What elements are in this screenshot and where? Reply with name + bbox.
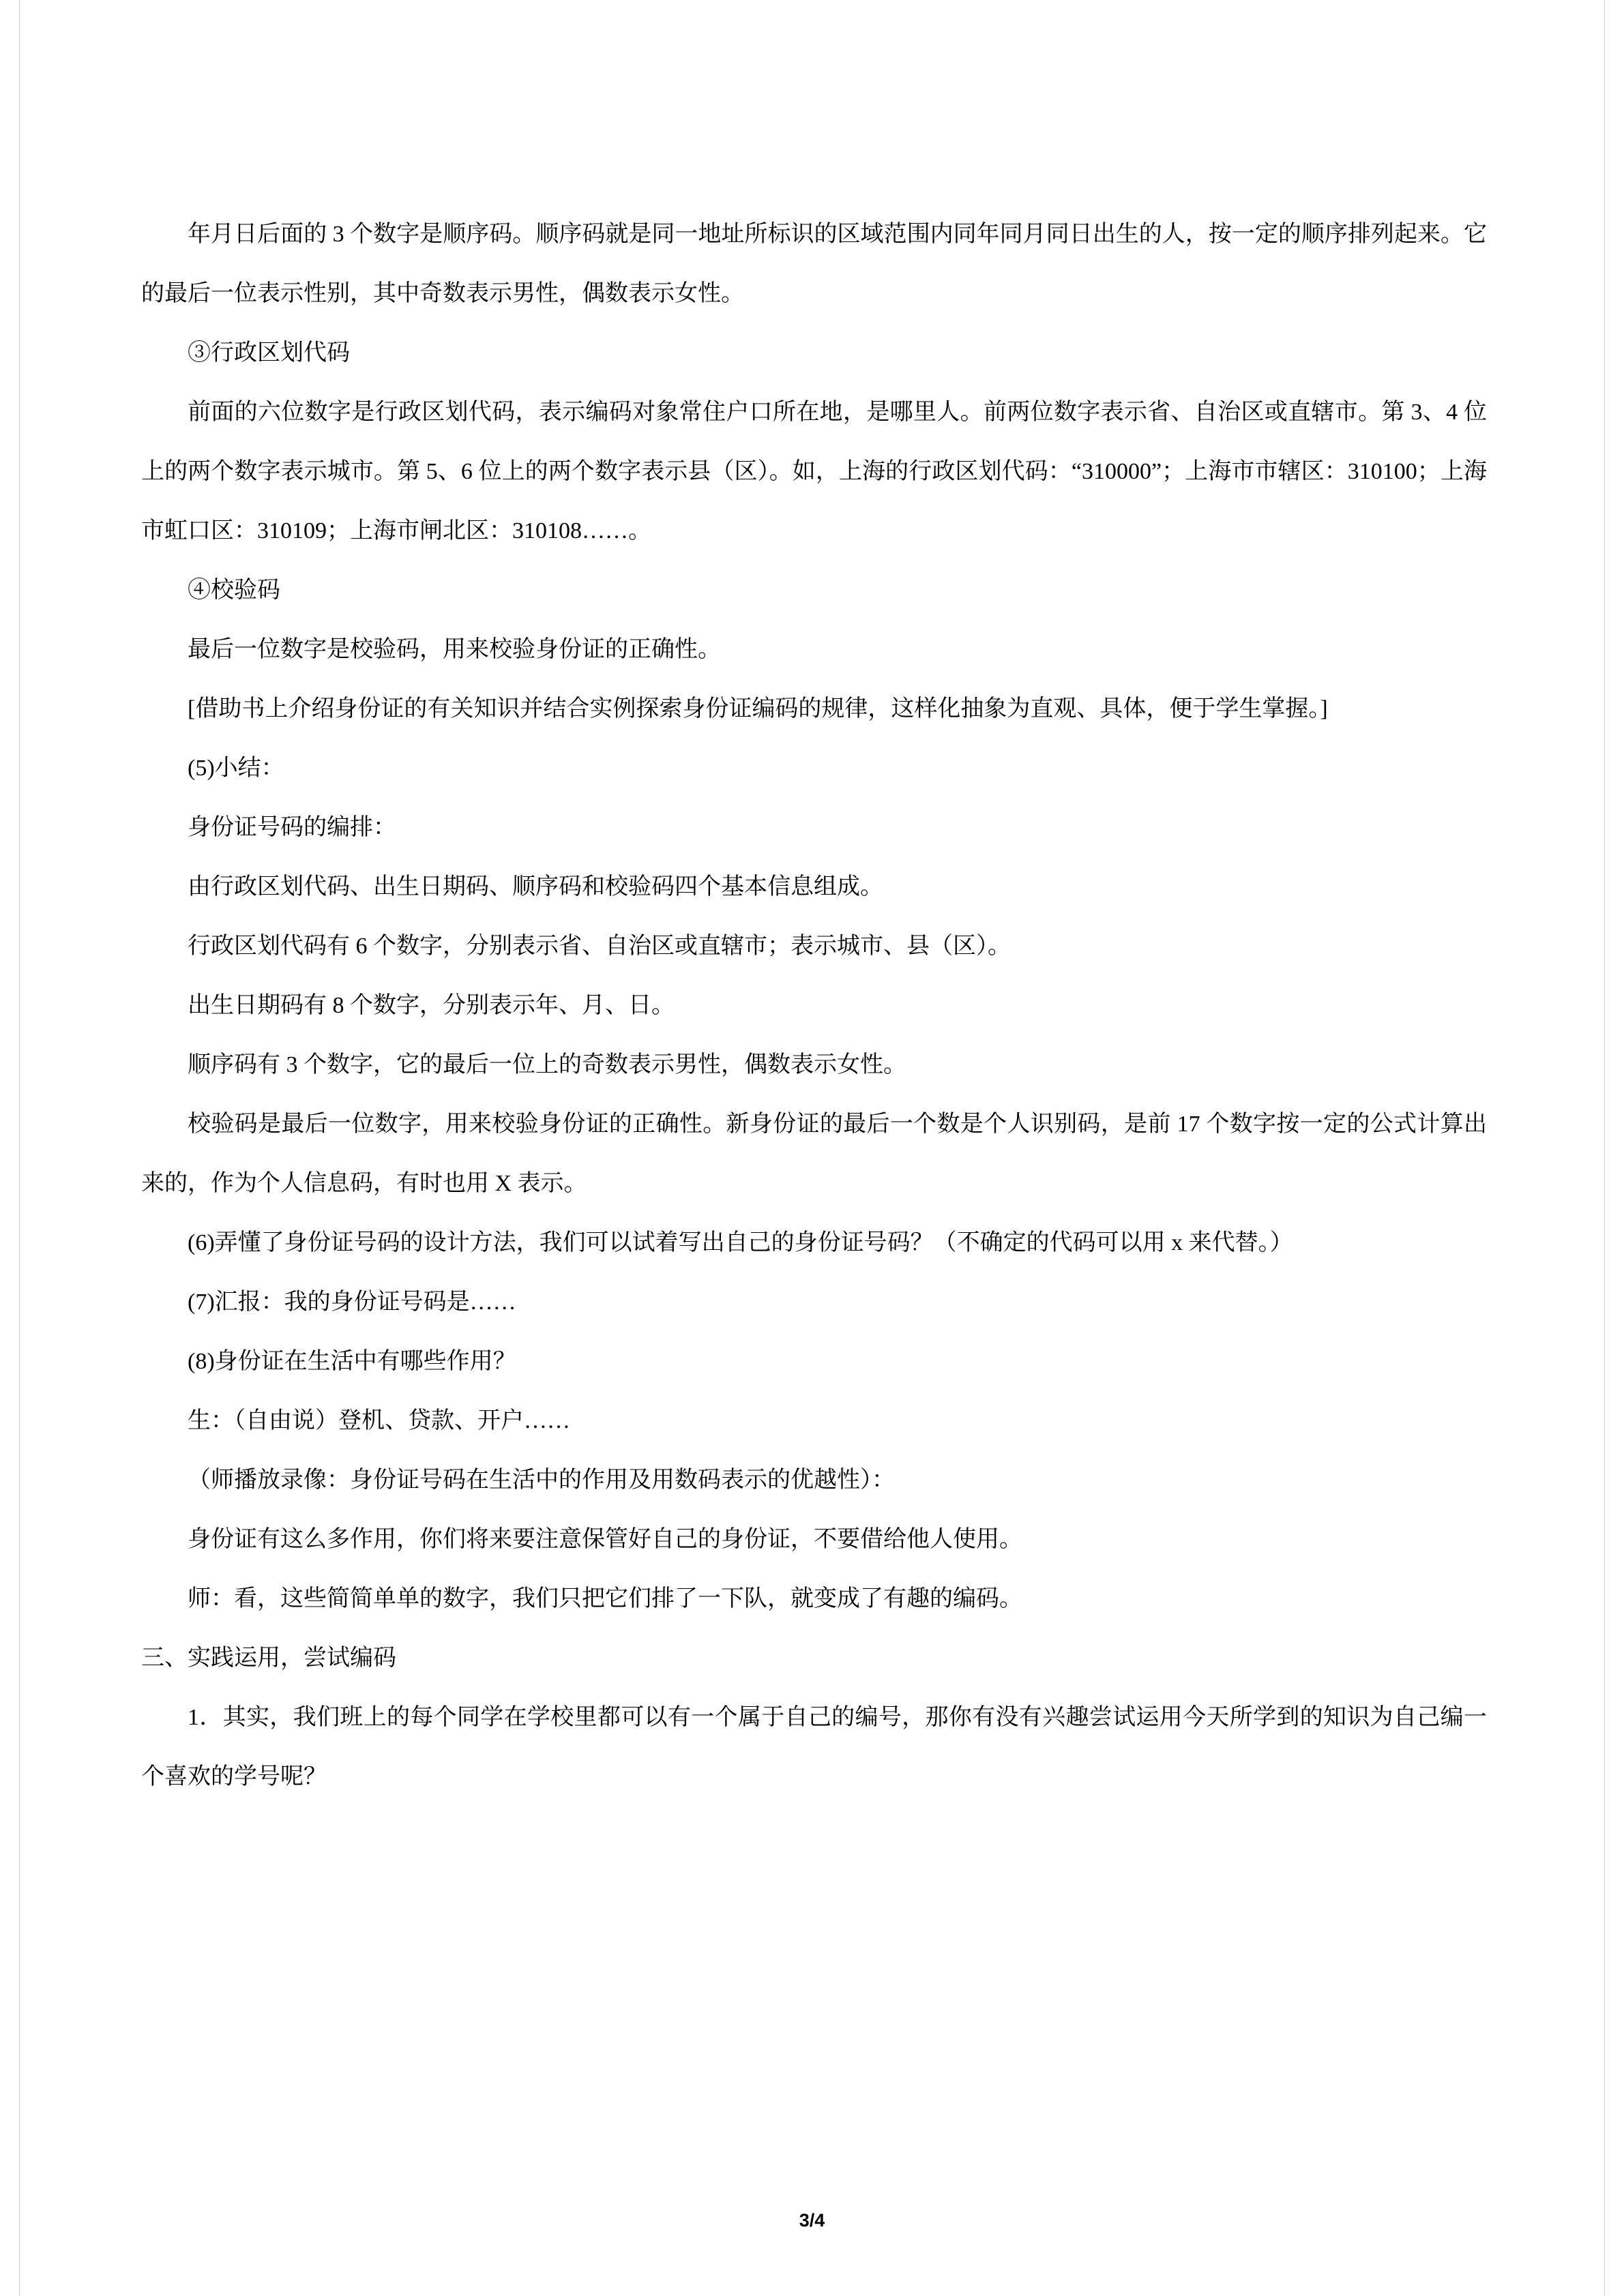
paragraph: 身份证号码的编排：	[188, 815, 396, 840]
paragraph: （师播放录像：身份证号码在生活中的作用及用数码表示的优越性）：	[188, 1467, 895, 1493]
paragraph: [借助书上介绍身份证的有关知识并结合实例探索身份证编码的规律，这样化抽象为直观、具体，便于学生掌握。]	[188, 696, 1328, 721]
paragraph: 校验码是最后一位数字，用来校验身份证的正确性。新身份证的最后一个数是个人识别码，是前 17 个数字按一定的公式计算出来的，作为个人信息码，有时也用 X 表示。	[141, 1112, 1487, 1196]
paragraph: 最后一位数字是校验码，用来校验身份证的正确性。	[188, 637, 721, 662]
paragraph: 由行政区划代码、出生日期码、顺序码和校验码四个基本信息组成。	[188, 874, 883, 899]
paragraph: 生：（自由说）登机、贷款、开户……	[188, 1408, 570, 1433]
paragraph: 身份证有这么多作用，你们将来要注意保管好自己的身份证，不要借给他人使用。	[188, 1527, 1022, 1552]
paragraph: ④校验码	[188, 578, 280, 603]
paragraph: (7)汇报：我的身份证号码是……	[188, 1289, 516, 1315]
paragraph: (5)小结：	[188, 756, 284, 781]
document-page	[19, 0, 1605, 2296]
paragraph: 三、实践运用，尝试编码	[141, 1645, 396, 1671]
paragraph: 前面的六位数字是行政区划代码，表示编码对象常住户口所在地，是哪里人。前两位数字表示省、自治区或直辖市。第 3、4 位上的两个数字表示城市。第 5、6 位上的两个数字表示县（区）。如，上海的行政区划代码：“310000”；上海市市辖区：310100；上海市虹口区：310109；上海市闸北区：310108……。	[141, 400, 1487, 543]
paragraph: ③行政区划代码	[188, 340, 350, 366]
paragraph: 师：看，这些简简单单的数字，我们只把它们排了一下队，就变成了有趣的编码。	[188, 1586, 1022, 1611]
page-number: 3/4	[799, 2210, 825, 2231]
paragraph: 年月日后面的 3 个数字是顺序码。顺序码就是同一地址所标识的区域范围内同年同月同日出生的人，按一定的顺序排列起来。它的最后一位表示性别，其中奇数表示男性，偶数表示女性。	[141, 222, 1487, 306]
paragraph: 行政区划代码有 6 个数字，分别表示省、自治区或直辖市；表示城市、县（区）。	[188, 934, 1011, 959]
paragraph: 出生日期码有 8 个数字，分别表示年、月、日。	[188, 993, 675, 1018]
paragraph: (6)弄懂了身份证号码的设计方法，我们可以试着写出自己的身份证号码？（不确定的代码可以用 x 来代替。）	[188, 1230, 1293, 1255]
document-body	[20, 0, 1604, 1806]
paragraph: 顺序码有 3 个数字，它的最后一位上的奇数表示男性，偶数表示女性。	[188, 1052, 906, 1077]
paragraph: (8)身份证在生活中有哪些作用？	[188, 1349, 516, 1374]
paragraph: 1．其实，我们班上的每个同学在学校里都可以有一个属于自己的编号，那你有没有兴趣尝试运用今天所学到的知识为自己编一个喜欢的学号呢？	[141, 1705, 1487, 1789]
